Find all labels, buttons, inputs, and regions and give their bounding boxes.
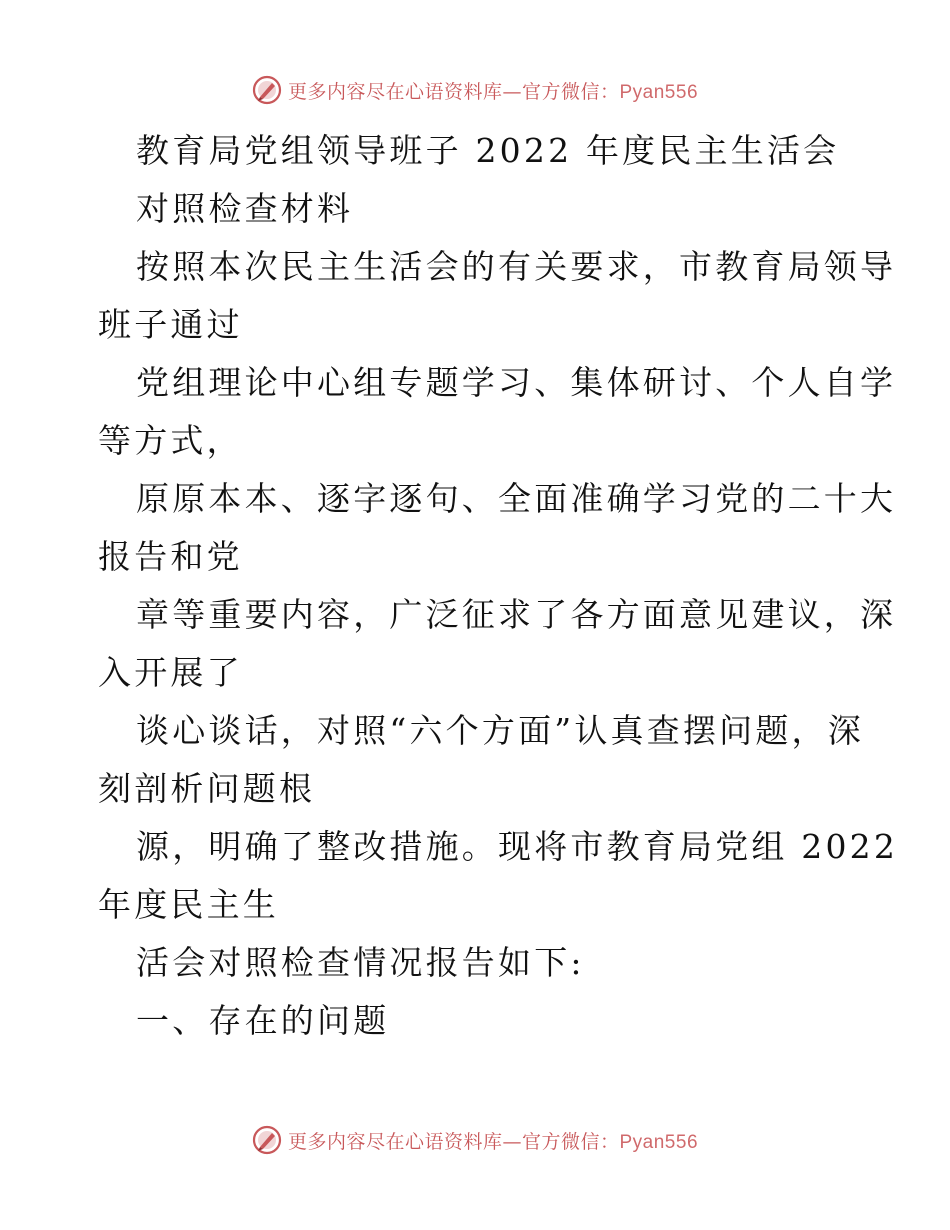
paragraph-line: 等方式， [98,421,243,460]
paragraph-line: 班子通过 [98,305,243,344]
document-body [98,122,899,1050]
header-watermark-banner [0,70,950,110]
watermark-text: 更多内容尽在心语资料库—官方微信：Pyan556 [287,1130,699,1153]
paragraph-line: 刻剖析问题根 [98,769,316,808]
paragraph-line: 教育局党组领导班子 2022 年度民主生活会 [136,131,840,170]
paragraph-line: 按照本次民主生活会的有关要求，市教育局领导 [136,247,897,286]
paragraph-line: 年度民主生 [98,885,279,924]
paragraph-line: 报告和党 [98,537,243,576]
wechat-id: Pyan556 [619,1131,699,1153]
paragraph-line: 入开展了 [98,653,243,692]
watermark-text: 更多内容尽在心语资料库—官方微信：Pyan556 [287,80,699,103]
quill-pen-seal-icon [252,1125,282,1155]
paragraph-line: 谈心谈话，对照“六个方面”认真查摆问题，深 [136,711,864,750]
paragraph-line: 活会对照检查情况报告如下: [136,943,585,982]
quill-pen-seal-icon [252,75,282,105]
footer-watermark-banner [0,1120,950,1160]
paragraph-line: 对照检查材料 [136,189,354,228]
paragraph-line: 一、存在的问题 [136,1001,390,1040]
paragraph-line: 源，明确了整改措施。现将市教育局党组 2022 [136,827,899,866]
paragraph-line: 党组理论中心组专题学习、集体研讨、个人自学 [136,363,897,402]
paragraph-line: 章等重要内容，广泛征求了各方面意见建议，深 [136,595,897,634]
wechat-id: Pyan556 [619,81,699,103]
paragraph-line: 原原本本、逐字逐句、全面准确学习党的二十大 [136,479,897,518]
